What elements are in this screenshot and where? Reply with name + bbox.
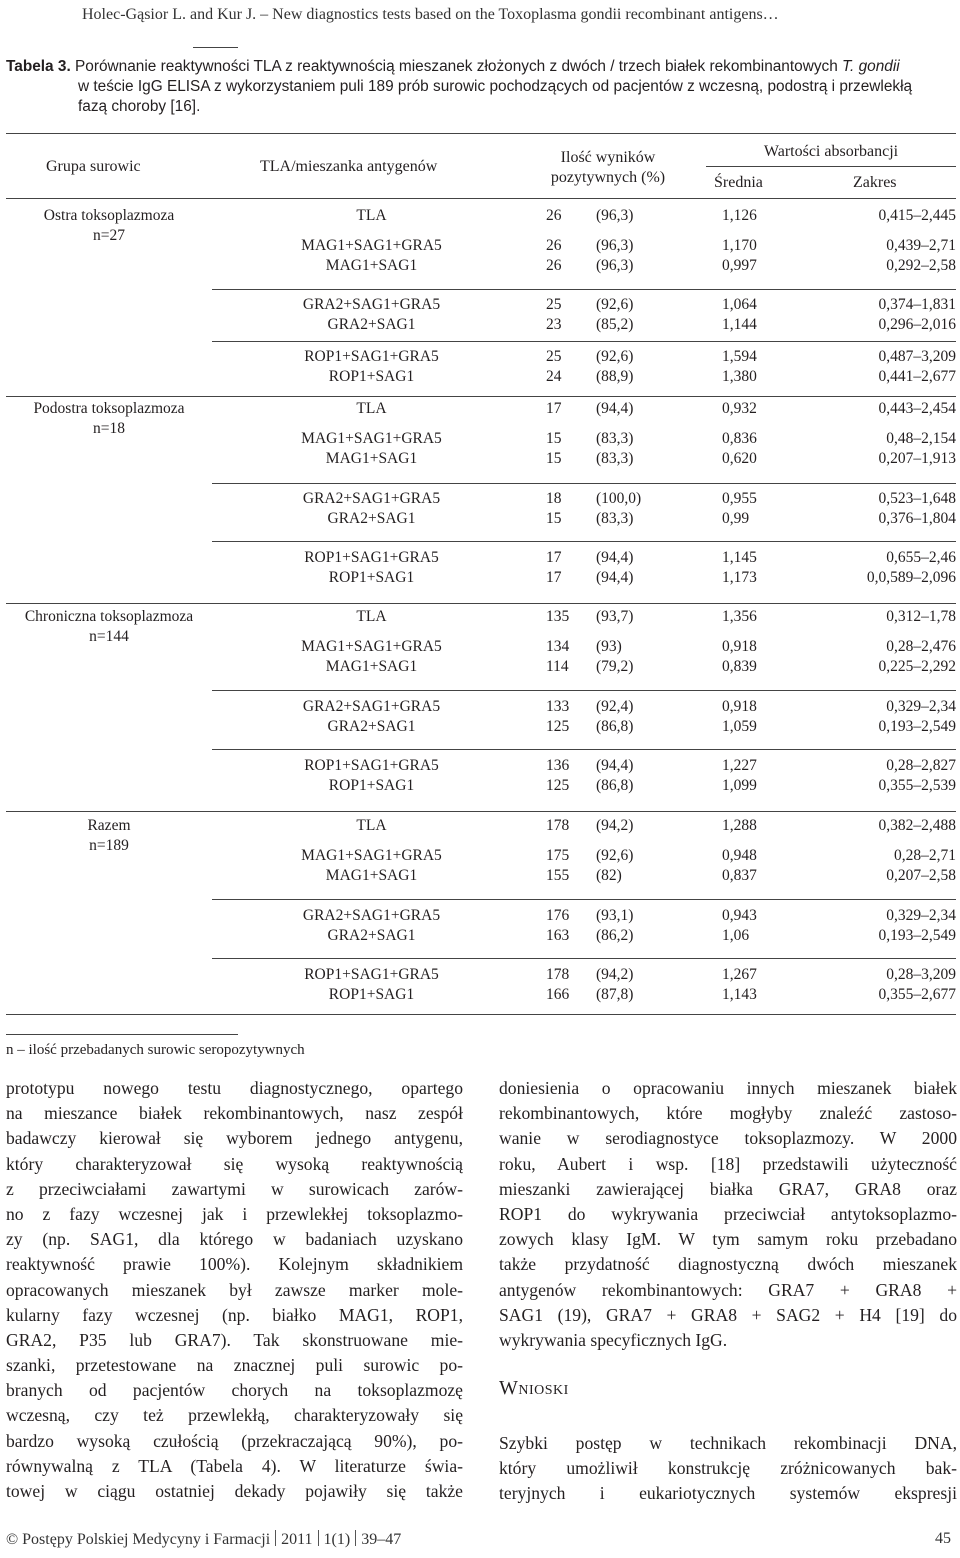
text-line: Szybki postęp w technikach rekombinacji DNA, <box>499 1433 957 1453</box>
positive-percent-cell: (93,7) <box>596 608 634 625</box>
body-left-column <box>6 1076 463 1504</box>
absorbance-range-cell: 0,441–2,677 <box>878 368 956 385</box>
text-line: który charakteryzował się wysoką reaktywnością <box>6 1153 463 1174</box>
caption-text-line3: fazą choroby [16]. <box>78 98 201 115</box>
positive-percent-cell: (88,9) <box>596 368 634 385</box>
positive-count-cell: 163 <box>546 927 570 944</box>
block-separator <box>212 289 956 290</box>
text-line: zy (np. SAG1, dla którego w badaniach uzyskano <box>6 1229 463 1250</box>
mean-absorbance-cell: 1,126 <box>722 207 757 224</box>
table-footnote: n – ilość przebadanych surowic seropozytywnych <box>6 1042 305 1058</box>
positive-count-cell: 134 <box>546 638 570 655</box>
absorbance-range-cell: 0,28–2,476 <box>886 638 956 655</box>
antigen-cell: MAG1+SAG1 <box>325 450 418 467</box>
mean-absorbance-cell: 0,955 <box>722 490 757 507</box>
antigen-cell: ROP1+SAG1 <box>328 569 415 586</box>
mean-absorbance-cell: 0,932 <box>722 400 757 417</box>
positive-percent-cell: (93) <box>596 638 622 655</box>
absorbance-range-cell: 0,487–3,209 <box>878 348 956 365</box>
absorbance-range-cell: 0,329–2,34 <box>886 698 956 715</box>
positive-count-cell: 166 <box>546 986 570 1003</box>
absorbance-range-cell: 0,28–2,71 <box>894 847 956 864</box>
absorbance-subrule <box>706 166 956 167</box>
absorbance-range-cell: 0,376–1,804 <box>878 510 956 527</box>
absorbance-range-cell: 0,655–2,46 <box>886 549 956 566</box>
antigen-cell: ROP1+SAG1+GRA5 <box>304 757 439 774</box>
positive-count-cell: 17 <box>546 549 562 566</box>
positive-percent-cell: (83,3) <box>596 510 634 527</box>
text-line: wykrywania specyficznych IgG. <box>499 1329 728 1350</box>
antigen-cell: MAG1+SAG1+GRA5 <box>301 430 442 447</box>
positive-percent-cell: (92,6) <box>596 348 634 365</box>
antigen-cell: ROP1+SAG1 <box>328 986 415 1003</box>
block-separator <box>212 749 956 750</box>
positive-percent-cell: (92,6) <box>596 296 634 313</box>
mean-absorbance-cell: 1,099 <box>722 777 757 794</box>
positive-percent-cell: (79,2) <box>596 658 634 675</box>
text-line: mieszanki zawierającej białka GRA7, GRA8 oraz <box>499 1178 957 1199</box>
text-line: teryjnych i eukariotycznych systemów ekspresji <box>499 1483 957 1504</box>
absorbance-range-cell: 0,296–2,016 <box>878 316 956 333</box>
text-line: no z fazy wczesnej jak i przewlekłej toksoplazmo- <box>6 1203 463 1224</box>
positive-percent-cell: (86,8) <box>596 777 634 794</box>
antigen-cell: MAG1+SAG1+GRA5 <box>301 847 442 864</box>
table-bottom-rule <box>6 1014 956 1015</box>
absorbance-range-cell: 0,329–2,34 <box>886 907 956 924</box>
group-count: n=18 <box>93 420 125 437</box>
absorbance-range-cell: 0,193–2,549 <box>878 927 956 944</box>
section-heading-text: Wnioski <box>499 1377 569 1399</box>
positive-percent-cell: (94,4) <box>596 757 634 774</box>
group-separator <box>6 396 956 397</box>
positive-count-cell: 15 <box>546 510 562 527</box>
text-line: opracowanych mieszanek był zawsze marker mole- <box>6 1279 463 1300</box>
positive-percent-cell: (94,4) <box>596 549 634 566</box>
positive-percent-cell: (85,2) <box>596 316 634 333</box>
positive-percent-cell: (83,3) <box>596 450 634 467</box>
footer-year: 2011 <box>281 1531 313 1548</box>
mean-absorbance-cell: 1,267 <box>722 966 757 983</box>
text-line: także przydatność diagnostyczną dwóch mieszanek <box>499 1254 957 1275</box>
text-line: bardzo wysoką czułością (przekraczającą 90%), po- <box>6 1430 463 1451</box>
absorbance-range-cell: 0,225–2,292 <box>878 658 956 675</box>
antigen-cell: ROP1+SAG1+GRA5 <box>304 966 439 983</box>
text-line: rekombinantowych, które mogłyby znaleźć zastoso- <box>499 1103 957 1124</box>
mean-absorbance-cell: 1,059 <box>722 718 757 735</box>
positive-count-cell: 23 <box>546 316 562 333</box>
caption-rule <box>193 47 238 48</box>
absorbance-range-cell: 0,415–2,445 <box>878 207 956 224</box>
antigen-cell: GRA2+SAG1 <box>327 718 416 735</box>
antigen-cell: MAG1+SAG1 <box>325 867 418 884</box>
absorbance-range-cell: 0,193–2,549 <box>878 718 956 735</box>
caption-text-line2: w teście IgG ELISA z wykorzystaniem puli 189 prób surowic pochodzących od pacjentów z wczesną, podostrą i przewlekłą <box>78 78 913 95</box>
footer-pages: 39–47 <box>361 1531 402 1548</box>
mean-absorbance-cell: 1,064 <box>722 296 757 313</box>
antigen-cell: GRA2+SAG1+GRA5 <box>302 698 441 715</box>
absorbance-range-cell: 0,28–3,209 <box>886 966 956 983</box>
absorbance-range-cell: 0,523–1,648 <box>878 490 956 507</box>
positive-count-cell: 133 <box>546 698 570 715</box>
mean-absorbance-cell: 1,143 <box>722 986 757 1003</box>
text-line: szanki, przetestowane na znacznej puli surowic po- <box>6 1355 463 1376</box>
positive-count-cell: 175 <box>546 847 570 864</box>
table-caption <box>6 57 954 117</box>
positive-count-cell: 136 <box>546 757 570 774</box>
text-line: branych od pacjentów chorych na toksoplazmozę <box>6 1380 463 1401</box>
antigen-cell: MAG1+SAG1 <box>325 257 418 274</box>
body-right-column <box>499 1076 957 1353</box>
page-number: 45 <box>935 1530 951 1547</box>
positive-count-cell: 176 <box>546 907 570 924</box>
antigen-cell: TLA <box>356 207 387 224</box>
text-line: towej w ciągu ostatniej dekady pojawiły się także <box>6 1481 463 1501</box>
positive-count-cell: 15 <box>546 450 562 467</box>
mean-absorbance-cell: 0,918 <box>722 638 757 655</box>
block-separator <box>212 541 956 542</box>
mean-absorbance-cell: 1,145 <box>722 549 757 566</box>
positive-count-cell: 15 <box>546 430 562 447</box>
absorbance-range-cell: 0,48–2,154 <box>886 430 956 447</box>
text-line: z przeciwciałami zawartymi w surowicach zarów- <box>6 1178 463 1199</box>
positive-percent-cell: (96,3) <box>596 237 634 254</box>
footnote-rule <box>6 1034 238 1035</box>
mean-absorbance-cell: 0,620 <box>722 450 757 467</box>
absorbance-range-cell: 0,374–1,831 <box>878 296 956 313</box>
group-count: n=27 <box>93 227 125 244</box>
positive-count-cell: 26 <box>546 237 562 254</box>
text-line: który umożliwił konstrukcję zróżnicowanych bak- <box>499 1458 957 1479</box>
positive-percent-cell: (94,2) <box>596 966 634 983</box>
positive-percent-cell: (86,8) <box>596 718 634 735</box>
header-antigen: TLA/mieszanka antygenów <box>260 158 438 175</box>
text-line: antygenów rekombinantowych: GRA7 + GRA8 + <box>499 1279 957 1300</box>
text-line: kularny fazy wczesnej (np. białko MAG1, ROP1, <box>6 1304 463 1325</box>
text-line: badawczy kierował się wyborem jednego antygenu, <box>6 1128 463 1149</box>
text-line: zowych klasy IgM. W tym samym roku przebadano <box>499 1229 957 1250</box>
caption-species: T. gondii <box>842 58 900 75</box>
caption-text-line1: Porównanie reaktywności TLA z reaktywnością mieszanek złożonych z dwóch / trzech białek rekombinantowych <box>70 58 843 75</box>
positive-percent-cell: (100,0) <box>596 490 642 507</box>
text-line: doniesienia o opracowaniu innych mieszanek białek <box>499 1078 957 1098</box>
positive-count-cell: 17 <box>546 569 562 586</box>
antigen-cell: ROP1+SAG1 <box>328 777 415 794</box>
block-separator <box>212 341 956 342</box>
footer-issue: 1(1) <box>323 1531 351 1548</box>
group-name: Razem <box>87 817 131 834</box>
positive-count-cell: 125 <box>546 718 570 735</box>
mean-absorbance-cell: 1,356 <box>722 608 757 625</box>
antigen-cell: TLA <box>356 608 387 625</box>
positive-count-cell: 26 <box>546 257 562 274</box>
antigen-cell: ROP1+SAG1 <box>328 368 415 385</box>
positive-count-cell: 26 <box>546 207 562 224</box>
header-absorbance: Wartości absorbancji <box>763 143 899 160</box>
positive-count-cell: 25 <box>546 296 562 313</box>
table-header-rule <box>6 198 956 199</box>
positive-count-cell: 17 <box>546 400 562 417</box>
positive-percent-cell: (94,2) <box>596 817 634 834</box>
mean-absorbance-cell: 0,943 <box>722 907 757 924</box>
absorbance-range-cell: 0,292–2,58 <box>886 257 956 274</box>
group-name: Chroniczna toksoplazmoza <box>24 608 194 625</box>
antigen-cell: GRA2+SAG1 <box>327 316 416 333</box>
antigen-cell: GRA2+SAG1 <box>327 927 416 944</box>
antigen-cell: GRA2+SAG1 <box>327 510 416 527</box>
positive-percent-cell: (83,3) <box>596 430 634 447</box>
antigen-cell: GRA2+SAG1+GRA5 <box>302 296 441 313</box>
positive-percent-cell: (94,4) <box>596 400 634 417</box>
antigen-cell: ROP1+SAG1+GRA5 <box>304 348 439 365</box>
absorbance-range-cell: 0,443–2,454 <box>878 400 956 417</box>
text-line: roku, Aubert i wsp. [18] przedstawili użyteczność <box>499 1153 957 1174</box>
text-line: SAG1 (19), GRA7 + GRA8 + SAG2 + H4 [19] do <box>499 1304 957 1325</box>
positive-count-cell: 155 <box>546 867 570 884</box>
antigen-cell: TLA <box>356 400 387 417</box>
antigen-cell: MAG1+SAG1+GRA5 <box>301 638 442 655</box>
positive-percent-cell: (92,6) <box>596 847 634 864</box>
text-line: reaktywność prawie 100%). Kolejnym składnikiem <box>6 1254 463 1275</box>
positive-count-cell: 125 <box>546 777 570 794</box>
mean-absorbance-cell: 1,173 <box>722 569 757 586</box>
positive-percent-cell: (92,4) <box>596 698 634 715</box>
mean-absorbance-cell: 1,380 <box>722 368 757 385</box>
absorbance-range-cell: 0,207–1,913 <box>878 450 956 467</box>
positive-percent-cell: (96,3) <box>596 207 634 224</box>
antigen-cell: ROP1+SAG1+GRA5 <box>304 549 439 566</box>
absorbance-range-cell: 0,355–2,677 <box>878 986 956 1003</box>
positive-count-cell: 18 <box>546 490 562 507</box>
text-line: równywalną z TLA (Tabela 4). W literaturze świa- <box>6 1455 463 1476</box>
table-top-rule <box>6 133 956 134</box>
text-line: GRA2, P35 lub GRA7). Tak skonstruowane mie- <box>6 1329 463 1350</box>
positive-percent-cell: (82) <box>596 867 622 884</box>
text-line: prototypu nowego testu diagnostycznego, opartego <box>6 1078 463 1098</box>
text-line: na mieszance białek rekombinantowych, nasz zespół <box>6 1103 463 1124</box>
absorbance-range-cell: 0,355–2,539 <box>878 777 956 794</box>
text-line: wczesną, czy też przewlekłą, charakteryzowały się <box>6 1405 463 1426</box>
positive-percent-cell: (96,3) <box>596 257 634 274</box>
antigen-cell: GRA2+SAG1+GRA5 <box>302 907 441 924</box>
mean-absorbance-cell: 0,839 <box>722 658 757 675</box>
text-line: wanie w serodiagnostyce toksoplazmozy. W 2000 <box>499 1128 957 1149</box>
positive-percent-cell: (94,4) <box>596 569 634 586</box>
footer-citation <box>6 1530 401 1549</box>
header-mean: Średnia <box>714 174 763 191</box>
positive-percent-cell: (87,8) <box>596 986 634 1003</box>
positive-count-cell: 25 <box>546 348 562 365</box>
mean-absorbance-cell: 1,170 <box>722 237 757 254</box>
block-separator <box>212 483 956 484</box>
mean-absorbance-cell: 0,997 <box>722 257 757 274</box>
conclusions-paragraph <box>499 1431 957 1507</box>
mean-absorbance-cell: 0,918 <box>722 698 757 715</box>
positive-percent-cell: (93,1) <box>596 907 634 924</box>
absorbance-range-cell: 0,28–2,827 <box>886 757 956 774</box>
absorbance-range-cell: 0,0,589–2,096 <box>866 569 956 586</box>
group-separator <box>6 603 956 604</box>
positive-count-cell: 178 <box>546 817 570 834</box>
mean-absorbance-cell: 0,836 <box>722 430 757 447</box>
header-group: Grupa surowic <box>46 158 141 175</box>
header-range: Zakres <box>853 174 897 191</box>
group-name: Ostra toksoplazmoza <box>43 207 175 224</box>
group-count: n=189 <box>89 837 129 854</box>
absorbance-range-cell: 0,382–2,488 <box>878 817 956 834</box>
mean-absorbance-cell: 0,948 <box>722 847 757 864</box>
positive-count-cell: 114 <box>546 658 569 675</box>
group-separator <box>6 811 956 812</box>
header-positives-line2: pozytywnych (%) <box>550 169 666 186</box>
header-positives-line1: Ilość wyników <box>560 149 656 166</box>
antigen-cell: MAG1+SAG1 <box>325 658 418 675</box>
antigen-cell: TLA <box>356 817 387 834</box>
positive-count-cell: 178 <box>546 966 570 983</box>
antigen-cell: MAG1+SAG1+GRA5 <box>301 237 442 254</box>
positive-percent-cell: (86,2) <box>596 927 634 944</box>
footer-journal: © Postępy Polskiej Medycyny i Farmacji <box>6 1531 271 1548</box>
group-name: Podostra toksoplazmoza <box>33 400 185 417</box>
block-separator <box>212 690 956 691</box>
mean-absorbance-cell: 1,594 <box>722 348 757 365</box>
mean-absorbance-cell: 1,144 <box>722 316 757 333</box>
mean-absorbance-cell: 1,227 <box>722 757 757 774</box>
mean-absorbance-cell: 1,06 <box>722 927 750 944</box>
absorbance-range-cell: 0,207–2,58 <box>886 867 956 884</box>
running-head: Holec-Gąsior L. and Kur J. – New diagnostics tests based on the Toxoplasma gondii recombinant antigens… <box>82 6 779 23</box>
group-count: n=144 <box>89 628 129 645</box>
mean-absorbance-cell: 0,99 <box>722 510 750 527</box>
mean-absorbance-cell: 1,288 <box>722 817 757 834</box>
absorbance-range-cell: 0,312–1,78 <box>886 608 956 625</box>
section-heading <box>499 1377 569 1400</box>
block-separator <box>212 958 956 959</box>
antigen-cell: GRA2+SAG1+GRA5 <box>302 490 441 507</box>
text-line: ROP1 do wykrywania przeciwciał antytoksoplazmo- <box>499 1203 957 1224</box>
absorbance-range-cell: 0,439–2,71 <box>886 237 956 254</box>
caption-label: Tabela 3. <box>6 58 71 75</box>
mean-absorbance-cell: 0,837 <box>722 867 757 884</box>
block-separator <box>212 899 956 900</box>
positive-count-cell: 135 <box>546 608 570 625</box>
positive-count-cell: 24 <box>546 368 562 385</box>
